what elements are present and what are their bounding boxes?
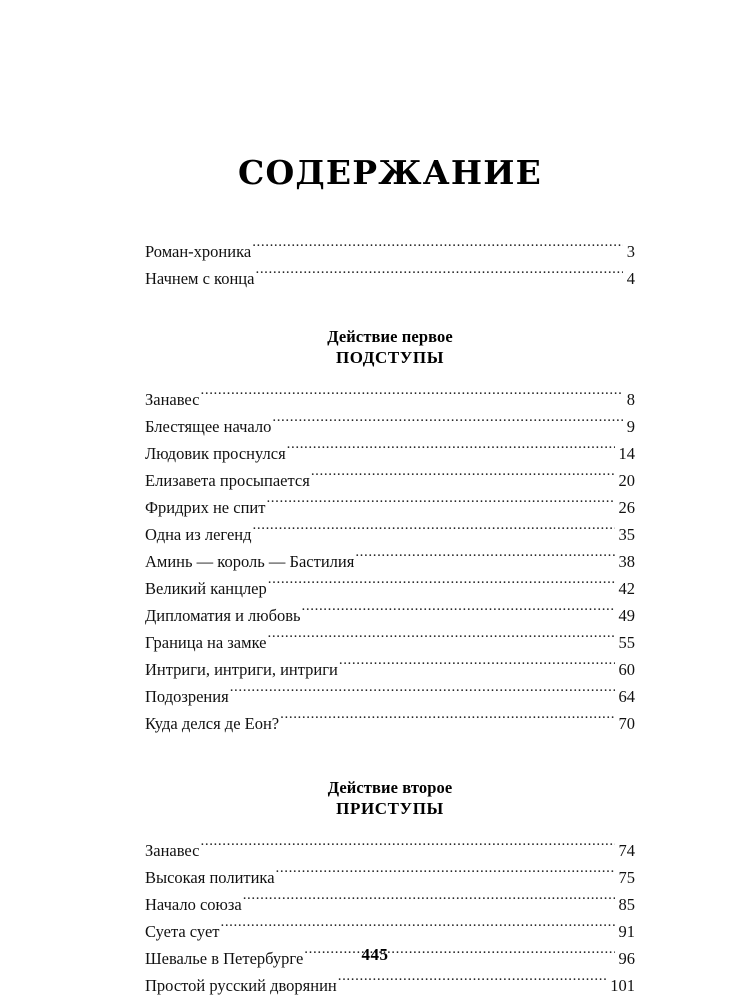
- toc-entry[interactable]: [145, 575, 635, 602]
- front-matter-entry-list: [145, 238, 635, 292]
- toc-entry-title: Шевалье в Петербурге: [145, 949, 304, 968]
- act-name: ПРИСТУПЫ: [336, 799, 444, 818]
- toc-entry[interactable]: [145, 891, 635, 918]
- toc-entry-title: Роман-хроника: [145, 242, 252, 261]
- toc-dot-leader: [311, 470, 615, 487]
- toc-dot-leader: [302, 605, 615, 622]
- toc-dot-leader: [255, 268, 622, 285]
- toc-entry-page-number: 9: [626, 417, 635, 436]
- toc-entry-page-number: 14: [618, 444, 635, 463]
- toc-entry[interactable]: [145, 918, 635, 945]
- toc-entry-title: Аминь — король — Бастилия: [145, 552, 355, 571]
- act-heading-2: [145, 778, 635, 820]
- toc-entry-title: Начнем с конца: [145, 269, 255, 288]
- toc-entry[interactable]: [145, 972, 635, 999]
- page-title: СОДЕРЖАНИЕ: [237, 153, 542, 192]
- toc-entry-title: Суета сует: [145, 922, 220, 941]
- toc-dot-leader: [280, 713, 614, 730]
- toc-entry-page-number: 42: [618, 579, 635, 598]
- toc-entry[interactable]: [145, 864, 635, 891]
- toc-entry-page-number: 3: [626, 242, 635, 261]
- toc-entry-page-number: 35: [618, 525, 635, 544]
- toc-dot-leader: [268, 578, 615, 595]
- toc-entry-page-number: 49: [618, 606, 635, 625]
- toc-entry[interactable]: [145, 521, 635, 548]
- act-label: Действие второе: [327, 778, 453, 797]
- toc-entry-page-number: 38: [618, 552, 635, 571]
- toc-entry[interactable]: [145, 602, 635, 629]
- toc-entry-title: Людовик проснулся: [145, 444, 286, 463]
- toc-entry-page-number: 8: [626, 390, 635, 409]
- toc-dot-leader: [287, 443, 615, 460]
- toc-entry[interactable]: [145, 386, 635, 413]
- toc-entry-page-number: 96: [618, 949, 635, 968]
- toc-entry-page-number: 26: [618, 498, 635, 517]
- toc-entry-page-number: 91: [618, 922, 635, 941]
- toc-entry-title: Интриги, интриги, интриги: [145, 660, 338, 679]
- toc-dot-leader: [252, 241, 623, 258]
- toc-dot-leader: [268, 632, 615, 649]
- toc-entry-title: Куда делся де Еон?: [145, 714, 280, 733]
- toc-entry[interactable]: [145, 413, 635, 440]
- toc-entry[interactable]: [145, 710, 635, 737]
- act-heading-1: [145, 327, 635, 369]
- toc-entry-title: Елизавета просыпается: [145, 471, 310, 490]
- toc-dot-leader: [220, 921, 614, 938]
- toc-entry-title: Занавес: [145, 390, 200, 409]
- toc-entry-page-number: 85: [618, 895, 635, 914]
- toc-entry[interactable]: [145, 656, 635, 683]
- toc-entry[interactable]: [145, 265, 635, 292]
- toc-dot-leader: [355, 551, 614, 568]
- toc-entry[interactable]: [145, 440, 635, 467]
- toc-entry-page-number: 4: [626, 269, 635, 288]
- toc-entry-page-number: 55: [618, 633, 635, 652]
- toc-entry[interactable]: [145, 238, 635, 265]
- toc-entry-title: Великий канцлер: [145, 579, 267, 598]
- toc-entry-page-number: 60: [618, 660, 635, 679]
- toc-dot-leader: [266, 497, 614, 514]
- act-name: ПОДСТУПЫ: [335, 348, 445, 367]
- toc-dot-leader: [276, 867, 615, 884]
- toc-dot-leader: [338, 975, 607, 992]
- toc-entry-title: Начало союза: [145, 895, 242, 914]
- toc-entry[interactable]: [145, 548, 635, 575]
- toc-dot-leader: [339, 659, 615, 676]
- act-label: Действие первое: [327, 327, 453, 346]
- toc-entry-page-number: 101: [610, 976, 635, 995]
- toc-content: [145, 0, 635, 999]
- toc-entry-title: Подозрения: [145, 687, 229, 706]
- toc-entry-title: Граница на замке: [145, 633, 267, 652]
- toc-entry-page-number: 75: [618, 868, 635, 887]
- toc-entry-title: Занавес: [145, 841, 200, 860]
- toc-entry-page-number: 70: [618, 714, 635, 733]
- act-2-entry-list: [145, 837, 635, 999]
- toc-dot-leader: [201, 840, 615, 857]
- page-folio-number: 445: [361, 945, 389, 964]
- toc-entry[interactable]: [145, 494, 635, 521]
- toc-entry[interactable]: [145, 837, 635, 864]
- toc-entry[interactable]: [145, 629, 635, 656]
- toc-dot-leader: [253, 524, 615, 541]
- toc-dot-leader: [243, 894, 615, 911]
- toc-entry-title: Блестящее начало: [145, 417, 272, 436]
- toc-entry-page-number: 20: [618, 471, 635, 490]
- toc-entry-page-number: 74: [618, 841, 635, 860]
- toc-entry-title: Одна из легенд: [145, 525, 252, 544]
- toc-entry-title: Дипломатия и любовь: [145, 606, 301, 625]
- toc-dot-leader: [272, 416, 622, 433]
- toc-entry[interactable]: [145, 467, 635, 494]
- toc-entry-page-number: 64: [618, 687, 635, 706]
- act-1-entry-list: [145, 386, 635, 737]
- toc-dot-leader: [201, 389, 623, 406]
- toc-entry[interactable]: [145, 683, 635, 710]
- toc-dot-leader: [230, 686, 615, 703]
- toc-entry-title: Простой русский дворянин: [145, 976, 337, 995]
- toc-entry-title: Высокая политика: [145, 868, 275, 887]
- toc-entry-title: Фридрих не спит: [145, 498, 266, 517]
